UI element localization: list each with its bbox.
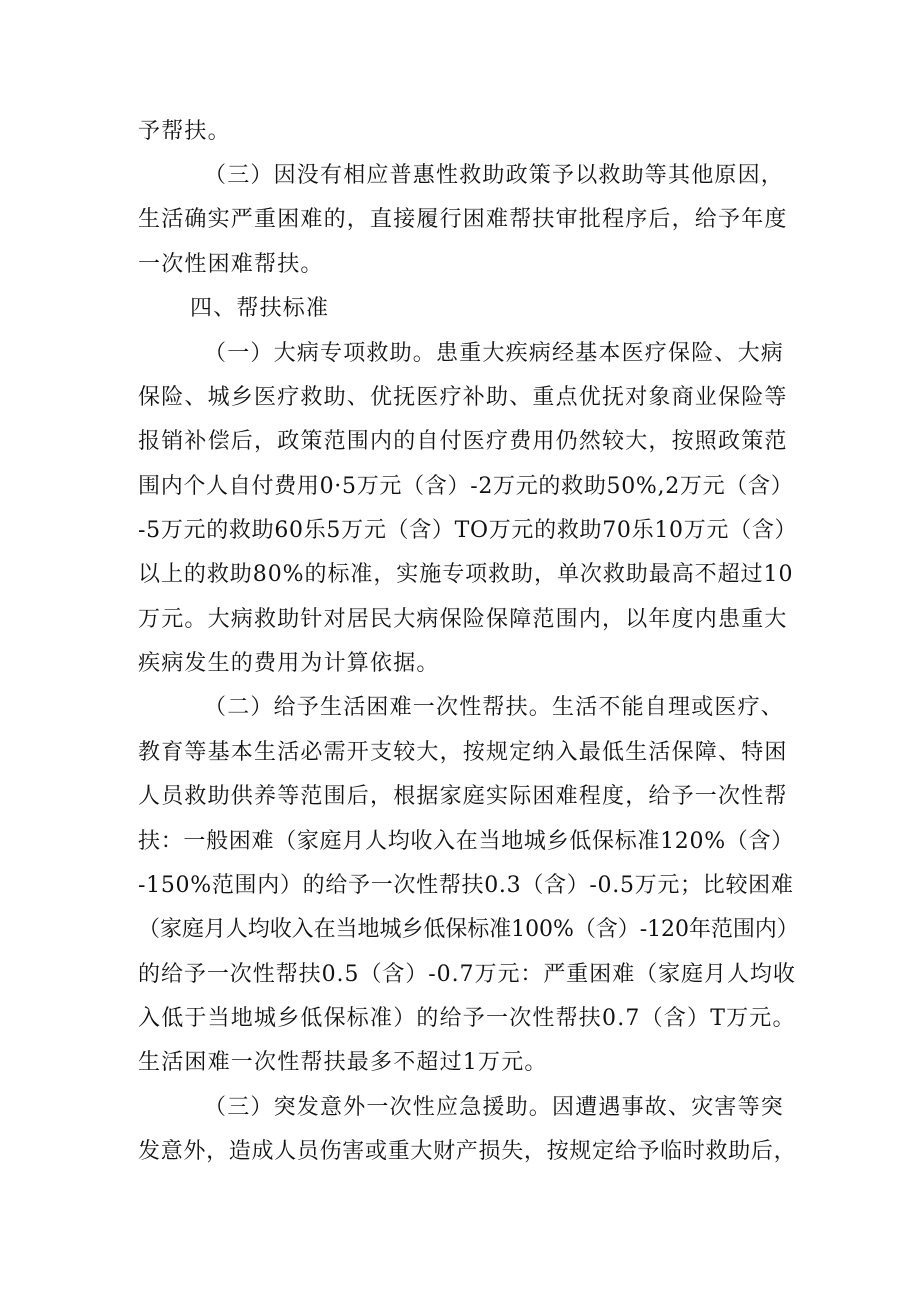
text-line: 疾病发生的费用为计算依据。 [138,651,440,676]
text-line: 教育等基本生活必需开支较大，按规定纳入最低生活保障、特困 [138,740,788,765]
text-line: 生活确实严重困难的，直接履行困难帮扶审批程序后，给予年度 [138,207,788,232]
text-line: （二）给予生活困难一次性帮扶。生活不能自理或医疗、 [204,695,785,720]
text-line: 一次性困难帮扶。 [138,252,324,277]
text-line: -150%范围内）的给予一次性帮扶0.3（含）-0.5万元；比较困难 [138,873,794,898]
text-line: 以上的救助80%的标准，实施专项救助，单次救助最高不超过10 [138,562,794,587]
text-line: 人员救助供养等范围后，根据家庭实际困难程度，给予一次性帮 [138,784,788,809]
text-line: 入低于当地城乡低保标准）的给予一次性帮扶0.7（含）T万元。 [138,1006,796,1031]
text-line: 万元。大病救助针对居民大病保险保障范围内，以年度内患重大 [138,607,788,632]
text-line: -5万元的救助60乐5万元（含）TO万元的救助70乐10万元（含） [138,518,798,543]
text-line: 扶：一般困难（家庭月人均收入在当地城乡低保标准120%（含） [138,829,794,854]
text-line: 保险、城乡医疗救助、优抚医疗补助、重点优抚对象商业保险等 [138,385,788,410]
text-line: 围内个人自付费用0·5万元（含）-2万元的救助50%,2万元（含） [138,474,794,499]
text-line: （三）突发意外一次性应急援助。因遭遇事故、灾害等突 [204,1095,785,1120]
text-line: 予帮扶。 [138,119,231,144]
section-heading: 四、帮扶标准 [190,296,330,321]
text-line: （三）因没有相应普惠性救助政策予以救助等其他原因， [204,163,785,188]
text-line: 生活困难一次性帮扶最多不超过1万元。 [138,1050,548,1075]
text-line: （一）大病专项救助。患重大疾病经基本医疗保险、大病 [204,341,785,366]
text-line: （家庭月人均收入在当地城乡低保标准100%（含）-120年范围内） [138,917,799,942]
text-line: 的给予一次性帮扶0.5（含）-0.7万元：严重困难（家庭月人均收 [138,962,796,987]
text-line: 报销补偿后，政策范围内的自付医疗费用仍然较大，按照政策范 [138,429,788,454]
text-line: 发意外，造成人员伤害或重大财产损失，按规定给予临时救助后， [138,1139,797,1164]
